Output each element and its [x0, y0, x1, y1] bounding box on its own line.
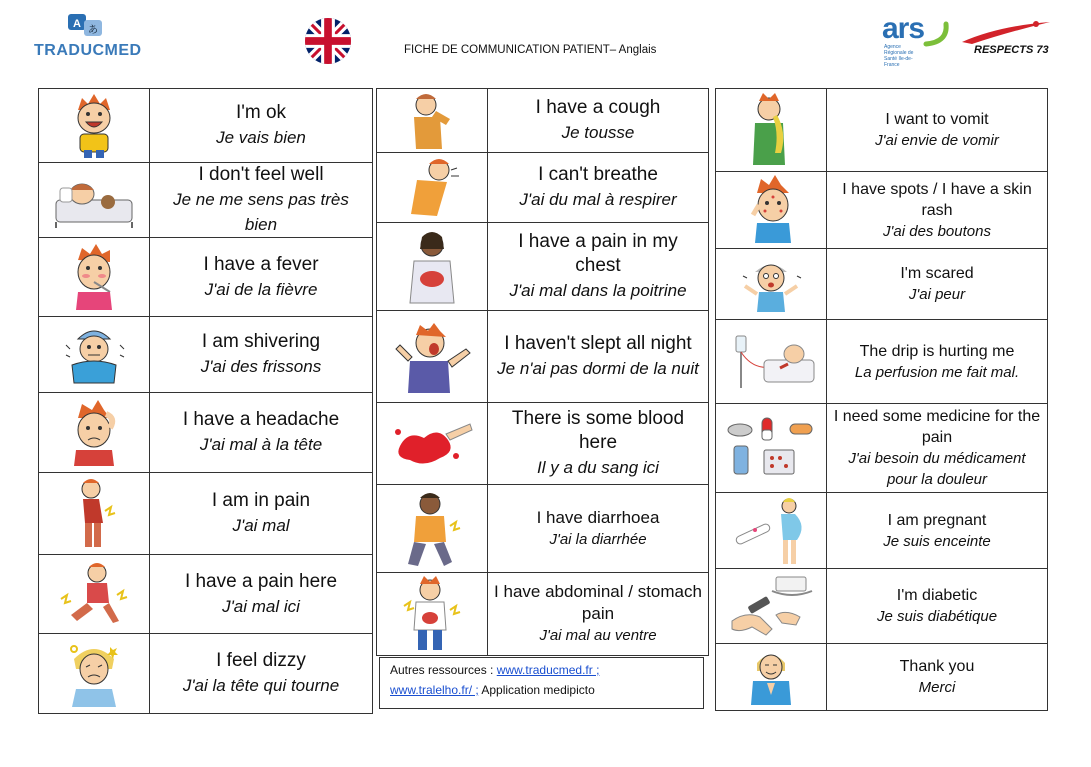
french-translation: Je tousse: [561, 123, 635, 142]
french-translation: Je suis diabétique: [876, 608, 998, 625]
english-phrase: I'm scared: [900, 265, 974, 282]
respects-swoosh-icon: [958, 20, 1058, 46]
french-translation: J'ai du mal à respirer: [519, 190, 677, 209]
english-phrase: I am pregnant: [887, 511, 987, 529]
svg-text:あ: あ: [88, 25, 98, 36]
thank-you-icon: [716, 644, 827, 710]
english-phrase: I have a pain here: [184, 570, 338, 592]
ars-logo-subtitle: Agence Régionale de Santé Ile-de-France: [884, 44, 914, 68]
english-phrase: I don't feel well: [198, 164, 324, 185]
phrase-card: [377, 311, 708, 403]
resources-label: Autres ressources :: [390, 663, 497, 677]
phrase-card: [716, 89, 1047, 172]
phrase-card: [377, 223, 708, 311]
french-translation: Je suis enceinte: [883, 532, 991, 550]
french-translation: J'ai de la fièvre: [204, 279, 318, 299]
french-translation: Merci: [918, 679, 956, 696]
smiling-boy-icon: [39, 89, 150, 162]
other-resources-box: [379, 657, 704, 709]
english-phrase: I have abdominal / stomach pain: [494, 582, 702, 623]
phrase-column-3: [715, 88, 1048, 711]
english-phrase: I can't breathe: [538, 164, 658, 185]
page-title: FICHE DE COMMUNICATION PATIENT– Anglais: [404, 44, 657, 56]
drip-icon: [716, 320, 827, 403]
headache-icon: [39, 393, 150, 472]
french-translation: J'ai la diarrhée: [549, 530, 647, 548]
phrase-card: [716, 569, 1047, 644]
french-translation: Il y a du sang ici: [537, 458, 659, 477]
english-phrase: I feel dizzy: [216, 650, 306, 671]
phrase-card: [716, 404, 1047, 493]
french-translation: J'ai mal ici: [222, 596, 300, 616]
traducmed-logo-text: TRADUCMED: [34, 42, 142, 59]
french-translation: Je n'ai pas dormi de la nuit: [497, 359, 699, 378]
phrase-card: [716, 172, 1047, 249]
diabetic-icon: [716, 569, 827, 643]
english-phrase: I'm ok: [235, 102, 287, 123]
page-header: [0, 0, 1091, 86]
phrase-card: [377, 153, 708, 223]
english-phrase: The drip is hurting me: [859, 342, 1015, 360]
english-phrase: I haven't slept all night: [504, 333, 692, 354]
knee-pain-icon: [39, 555, 150, 633]
ars-logo: [878, 12, 950, 68]
phrase-card: [39, 634, 372, 713]
phrase-card: [39, 238, 372, 317]
phrase-card: [377, 485, 708, 573]
sick-in-bed-icon: [39, 163, 150, 237]
phrase-card: [716, 493, 1047, 569]
resources-tail: Application medipicto: [478, 683, 595, 697]
uk-flag-icon: [305, 18, 351, 64]
dizzy-icon: [39, 634, 150, 713]
traducmed-link[interactable]: www.traducmed.fr ;: [496, 663, 600, 677]
phrase-card: [377, 89, 708, 153]
svg-text:A: A: [73, 18, 81, 30]
french-translation: J'ai des frissons: [200, 357, 322, 376]
french-translation: J'ai mal: [232, 516, 290, 535]
english-phrase: I am shivering: [201, 331, 321, 352]
english-phrase: I have a fever: [203, 253, 319, 275]
ars-swoosh-icon: [922, 18, 952, 48]
respects-logo-text: RESPECTS 73: [974, 44, 1049, 56]
french-translation: J'ai envie de vomir: [875, 132, 999, 149]
yawning-icon: [377, 311, 488, 402]
english-phrase: I want to vomit: [885, 111, 989, 128]
french-translation: J'ai la tête qui tourne: [182, 676, 340, 695]
stomach-pain-icon: [377, 573, 488, 655]
french-translation: Je ne me sens pas très bien: [173, 190, 349, 234]
french-translation: J'ai mal dans la poitrine: [509, 281, 687, 300]
phrase-card: [39, 163, 372, 238]
english-phrase: I have diarrhoea: [536, 507, 660, 527]
ars-logo-text: ars: [882, 12, 925, 45]
vomit-icon: [716, 89, 827, 171]
phrase-card: [39, 393, 372, 473]
medicine-icon: [716, 404, 827, 492]
pregnant-icon: [716, 493, 827, 568]
respects-73-logo: [958, 20, 1068, 60]
phrase-card: [377, 403, 708, 485]
diarrhoea-icon: [377, 485, 488, 572]
phrase-card: [39, 317, 372, 393]
english-phrase: I have a cough: [535, 97, 661, 118]
english-phrase: There is some blood here: [511, 408, 685, 453]
french-translation: J'ai mal au ventre: [539, 627, 657, 644]
french-translation: J'ai mal à la tête: [199, 435, 323, 454]
english-phrase: I'm diabetic: [896, 587, 978, 604]
cough-icon: [377, 89, 488, 152]
english-phrase: I have a pain in my chest: [518, 231, 678, 276]
french-translation: Je vais bien: [216, 128, 306, 147]
thermometer-fever-icon: [39, 238, 150, 316]
tralelho-link[interactable]: www.tralelho.fr/ ;: [390, 683, 479, 697]
translate-bubbles-icon: [64, 12, 124, 42]
phrase-column-2: [376, 88, 709, 656]
phrase-card: [716, 320, 1047, 404]
traducmed-logo: [34, 12, 144, 66]
french-translation: J'ai besoin du médicament pour la douleur: [848, 450, 1026, 488]
english-phrase: I am in pain: [211, 490, 311, 511]
english-phrase: I have a headache: [182, 409, 340, 430]
chest-pain-icon: [377, 223, 488, 310]
french-translation: J'ai des boutons: [883, 222, 991, 240]
french-translation: La perfusion me fait mal.: [854, 363, 1020, 381]
skin-rash-icon: [716, 172, 827, 248]
english-phrase: I have spots / I have a skin rash: [842, 180, 1032, 219]
phrase-card: [377, 573, 708, 655]
phrase-card: [39, 89, 372, 163]
english-phrase: Thank you: [899, 658, 975, 675]
shivering-icon: [39, 317, 150, 392]
phrase-card: [39, 473, 372, 555]
blood-icon: [377, 403, 488, 484]
back-pain-icon: [39, 473, 150, 554]
scared-icon: [716, 249, 827, 319]
phrase-column-1: [38, 88, 373, 714]
breathless-icon: [377, 153, 488, 222]
french-translation: J'ai peur: [908, 286, 966, 303]
phrase-card: [716, 644, 1047, 710]
phrase-card: [39, 555, 372, 634]
english-phrase: I need some medicine for the pain: [833, 408, 1041, 446]
phrase-card: [716, 249, 1047, 320]
